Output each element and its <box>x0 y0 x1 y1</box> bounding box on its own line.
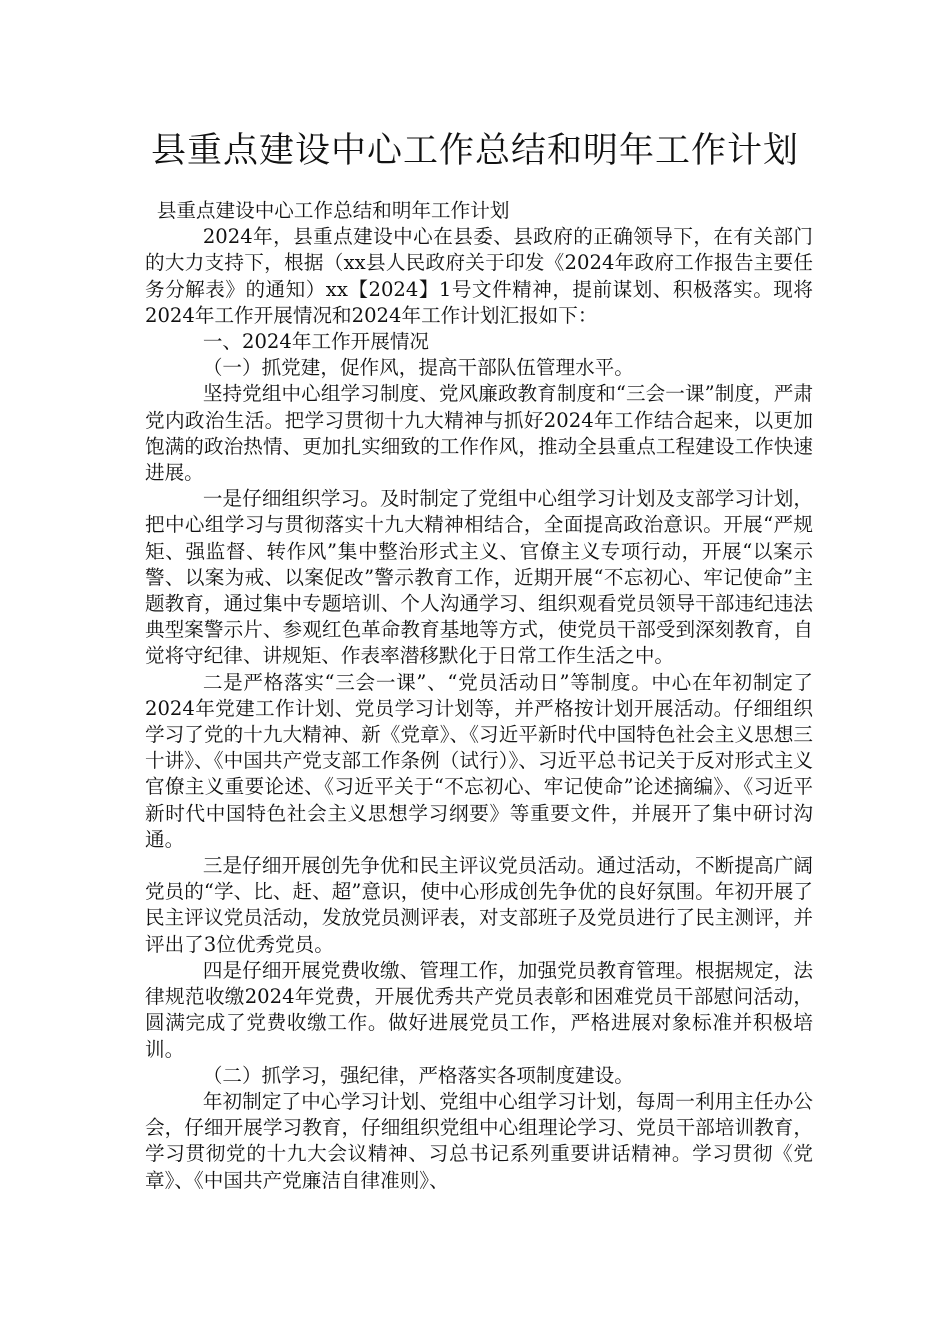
paragraph-point-1: 一是仔细组织学习。及时制定了党组中心组学习计划及支部学习计划，把中心组学习与贯彻落实十九大精神相结合，全面提高政治意识。开展“严规矩、强监督、转作风”集中整治形式主义、官僚主义专项行动，开展“以案示警、以案为戒、以案促改”警示教育工作，近期开展“不忘初心、牢记使命”主题教育，通过集中专题培训、个人沟通学习、组织观看党员领导干部违纪违法典型案警示片、参观红色革命教育基地等方式，使党员干部受到深刻教育，自觉将守纪律、讲规矩、作表率潜移默化于日常工作生活之中。 <box>145 487 813 668</box>
document-body <box>145 198 813 1194</box>
document-subtitle: 县重点建设中心工作总结和明年工作计划 <box>156 199 510 222</box>
section-heading-1: 一、2024年工作开展情况 <box>202 330 430 354</box>
paragraph-point-3: 三是仔细开展创先争优和民主评议党员活动。通过活动，不断提高广阔党员的“学、比、赶、超”意识，使中心形成创先争优的良好氛围。年初开展了民主评议党员活动，发放党员测评表，对支部班子及党员进行了民主测评，并评出了3位优秀党员。 <box>145 854 813 956</box>
paragraph-intro: 2024年，县重点建设中心在县委、县政府的正确领导下，在有关部门的大力支持下，根据（xx县人民政府关于印发《2024年政府工作报告主要任务分解表》的通知）xx【2024】1号文件精神，提前谋划、积极落实。现将2024年工作开展情况和2024年工作计划汇报如下： <box>145 225 813 327</box>
subsection-heading-1: （一）抓党建，促作风，提高干部队伍管理水平。 <box>202 356 634 380</box>
paragraph-party-building: 坚持党组中心组学习制度、党风廉政教育制度和“三会一课”制度，严肃党内政治生活。把学习贯彻十九大精神与抓好2024年工作结合起来，以更加饱满的政治热情、更加扎实细致的工作作风，推动全县重点工程建设工作快速进展。 <box>145 382 813 485</box>
subsection-heading-2: （二）抓学习，强纪律，严格落实各项制度建设。 <box>202 1063 634 1087</box>
paragraph-study: 年初制定了中心学习计划、党组中心组学习计划，每周一利用主任办公会，仔细开展学习教育，仔细组织党组中心组理论学习、党员干部培训教育，学习贯彻党的十九大会议精神、习总书记系列重要讲话精神。学习贯彻《党章》、《中国共产党廉洁自律准则》、 <box>145 1089 813 1192</box>
paragraph-point-2: 二是严格落实“三会一课”、“党员活动日”等制度。中心在年初制定了2024年党建工作计划、党员学习计划等，并严格按计划开展活动。仔细组织学习了党的十九大精神、新《党章》、《习近平新时代中国特色社会主义思想三十讲》、《中国共产党支部工作条例（试行）》、习近平总书记关于反对形式主义官僚主义重要论述、《习近平关于“不忘初心、牢记使命”论述摘编》、《习近平新时代中国特色社会主义思想学习纲要》等重要文件，并展开了集中研讨沟通。 <box>145 670 813 851</box>
paragraph-point-4: 四是仔细开展党费收缴、管理工作，加强党员教育管理。根据规定，法律规范收缴2024年党费，开展优秀共产党员表彰和困难党员干部慰问活动，圆满完成了党费收缴工作。做好进展党员工作，严格进展对象标准并积极培训。 <box>145 958 813 1061</box>
document-title: 县重点建设中心工作总结和明年工作计划 <box>150 131 799 171</box>
